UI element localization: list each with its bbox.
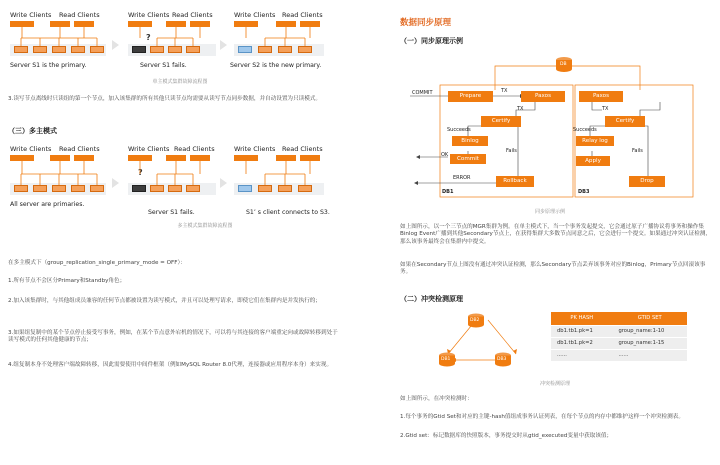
db1-label: DB1: [441, 357, 451, 362]
certify-box-db1: Certify: [481, 116, 521, 127]
multi-para-3: 3.如果组复制中的某个节点停止接受写事务，例如，在某个节点意外宕机的情况下，可以将与其连接的客户端重定向或故障转移到处于读写模式的任何其他健康的节点；: [8, 330, 338, 344]
db2-label: DB2: [470, 318, 480, 323]
multi-connectors: [0, 150, 330, 190]
binlog-box: Binlog: [452, 136, 488, 146]
figure-caption: 多主模式集群故障流程图: [177, 223, 233, 229]
rollback-box: Rollback: [496, 176, 534, 187]
table-cell: ......: [612, 349, 687, 361]
read-clients-label: Read Clients: [174, 145, 215, 153]
fails-label: Fails: [506, 148, 517, 154]
sync-para-1: 如上图所示，以一个三节点的MGR集群为例。在单主模式下，当一个事务发起提交，它会通过原子广播协议将事务和操作集Binlog Event广播到其他Secondary节点上，在获得集群大多数节点同意之后，它会进行一个提交。如果通过冲突认证检测，那么该事务最终会在集群内中提交。: [400, 224, 712, 245]
panel-caption: Server S1 fails.: [140, 62, 187, 69]
table-row: [551, 337, 687, 349]
conflict-para-1: 如上图所示，在冲突检测时：: [400, 396, 473, 402]
question-mark: ?: [138, 168, 143, 177]
table-cell: db1.tb1.pk=2: [551, 337, 612, 349]
paxos-box-db1: Paxos: [521, 91, 565, 102]
tx-label: TX: [602, 106, 609, 112]
table-header-gtid-set: GTID SET: [612, 312, 687, 325]
ok-label: OK: [441, 152, 449, 158]
db3-label: DB3: [497, 357, 507, 362]
figure-caption: 同步原理示例: [534, 209, 565, 215]
succeeds-label: Succeeds: [573, 127, 597, 133]
apply-box: Apply: [576, 156, 610, 166]
panel-caption: All server are primaries.: [10, 201, 85, 208]
read-clients-label: Read Clients: [172, 11, 213, 19]
panel-caption: Server S1 fails.: [148, 209, 195, 216]
section-title: 数据同步原理: [400, 18, 452, 28]
sync-heading: （一）同步原理示例: [400, 37, 463, 45]
db-label: DB: [560, 62, 567, 67]
write-clients-label: Write Clients: [10, 11, 52, 19]
prepare-box: Prepare: [448, 91, 493, 102]
commit-box: Commit: [450, 154, 486, 164]
write-clients-label: Write Clients: [128, 11, 170, 19]
paxos-box-db3: Paxos: [579, 91, 623, 102]
relay-log-box: Relay log: [576, 136, 614, 146]
panel-caption: Server S1 is the primary.: [10, 62, 87, 69]
tx-label: TX: [501, 88, 508, 94]
write-clients-label: Write Clients: [234, 145, 276, 153]
commit-label: COMMIT: [412, 90, 433, 96]
multi-para-2: 2.加入该集群时，与其他组成员兼容的任何节点都被设置为读写模式，并且可以处理写请求，即使它们在集群内是并发执行的；: [8, 298, 321, 304]
db3-label: DB3: [578, 189, 590, 195]
write-clients-label: Write Clients: [128, 145, 170, 153]
single-connectors: [0, 0, 330, 60]
error-label: ERROR: [453, 175, 471, 181]
multi-para-1: 1.所有节点不会区分Primary和Standby角色；: [8, 278, 126, 284]
succeeds-label: Succeeds: [447, 127, 471, 133]
sync-para-2: 如果在Secondary节点上图没有通过冲突认证检测，那么Secondary节点丢弃该事务对应的Binlog，Primary节点回滚该事务。: [400, 262, 706, 276]
table-cell: group_name:1-15: [612, 337, 687, 349]
table-cell: db1.tb1.pk=1: [551, 325, 612, 337]
fails-label: Fails: [632, 148, 643, 154]
read-clients-label: Read Clients: [59, 11, 100, 19]
drop-box: Drop: [629, 176, 665, 187]
write-clients-label: Write Clients: [234, 11, 276, 19]
conflict-heading: （二）冲突检测原理: [400, 295, 463, 303]
conflict-table: [551, 312, 687, 361]
multi-heading: （三）多主模式: [8, 127, 57, 135]
question-mark: ?: [146, 33, 151, 42]
conflict-para-2: 1.每个事务的Gtid Set和对应的主键-hash值组成事务认证列表，在每个节点的内存中都维护这样一个冲突检测表。: [400, 414, 684, 420]
panel-caption: Server S2 is the new primary.: [230, 62, 322, 69]
table-cell: ......: [551, 349, 612, 361]
table-header-pk-hash: PK HASH: [551, 312, 612, 325]
figure-caption: 冲突检测原理: [539, 381, 570, 387]
single-text: 3.读写节点离线时只读组的第一个节点，加入该集群的所有其他只读节点均需要从读写节点同步数据，并自动设置为只读模式。: [8, 96, 321, 102]
multi-para-0: 在多主模式下（group_replication_single_primary_mode = OFF）：: [8, 260, 186, 266]
tx-label: TX: [517, 106, 524, 112]
figure-caption: 单主模式集群故障流程图: [152, 79, 208, 85]
db1-label: DB1: [442, 189, 454, 195]
read-clients-label: Read Clients: [59, 145, 100, 153]
table-row: [551, 349, 687, 361]
table-row: [551, 325, 687, 337]
read-clients-label: Read Clients: [282, 145, 323, 153]
panel-caption: S1’ s client connects to S3.: [246, 209, 330, 216]
write-clients-label: Write Clients: [10, 145, 52, 153]
certify-box-db3: Certify: [605, 116, 645, 127]
table-cell: group_name:1-10: [612, 325, 687, 337]
multi-para-4: 4.组复制本身不处理客户端故障转移，因此需要使用中间件框架（例如MySQL Router 8.0代理，连接器或应用程序本身）来实现。: [8, 362, 333, 368]
read-clients-label: Read Clients: [282, 11, 323, 19]
conflict-para-3: 2.Gtid set：标记数据库的快照版本，事务提交时从gtid_executed变量中获取该值；: [400, 433, 613, 439]
